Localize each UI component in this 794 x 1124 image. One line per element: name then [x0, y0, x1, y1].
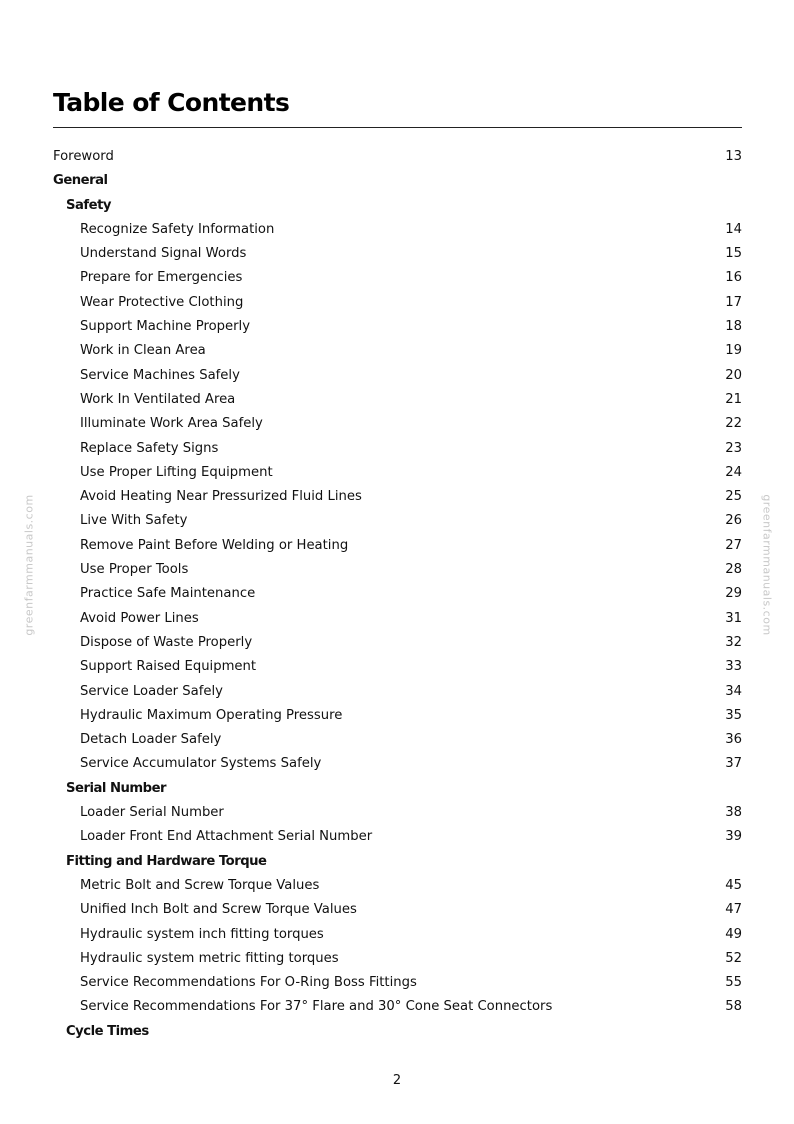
toc-entry[interactable] [53, 218, 742, 242]
toc-entry[interactable] [53, 291, 742, 315]
toc-section-heading [53, 777, 742, 801]
toc-entry-label: Hydraulic system metric fitting torques [80, 950, 339, 966]
toc-entry-page: 14 [725, 221, 742, 237]
toc-section-heading [53, 850, 742, 874]
toc-entry-page: 55 [725, 975, 742, 991]
toc-entry[interactable] [53, 874, 742, 898]
toc-entry-label: Service Machines Safely [80, 367, 240, 383]
toc-entry-label: Loader Front End Attachment Serial Number [80, 829, 373, 845]
toc-entry-page: 17 [725, 294, 742, 310]
toc-entry-label: General [53, 173, 108, 189]
toc-entry-label: Cycle Times [66, 1023, 149, 1039]
toc-entry-label: Metric Bolt and Screw Torque Values [80, 877, 320, 893]
document-page [53, 0, 742, 1124]
toc-entry[interactable] [53, 995, 742, 1019]
toc-entry-page: 25 [725, 489, 742, 505]
toc-entry[interactable] [53, 534, 742, 558]
toc-entry-label: Service Loader Safely [80, 683, 223, 699]
toc-entry-page: 58 [725, 999, 742, 1015]
toc-entry-page: 33 [725, 659, 742, 675]
toc-entry[interactable] [53, 582, 742, 606]
toc-entry[interactable] [53, 242, 742, 266]
toc-entry-label: Use Proper Tools [80, 562, 189, 578]
toc-entry[interactable] [53, 364, 742, 388]
toc-entry[interactable] [53, 509, 742, 533]
toc-entry-page: 32 [725, 634, 742, 650]
toc-entry-page: 39 [725, 829, 742, 845]
toc-entry-label: Remove Paint Before Welding or Heating [80, 537, 349, 553]
toc-entry-label: Serial Number [66, 780, 167, 796]
toc-entry-page: 24 [725, 464, 742, 480]
toc-entry[interactable] [53, 898, 742, 922]
watermark-left: greenfarmmanuals.com [22, 494, 36, 636]
toc-entry[interactable] [53, 607, 742, 631]
toc-entry-label: Fitting and Hardware Torque [66, 853, 267, 869]
toc-entry[interactable] [53, 728, 742, 752]
toc-entry[interactable] [53, 145, 742, 169]
toc-entry-page: 47 [725, 902, 742, 918]
toc-entry-page: 36 [725, 732, 742, 748]
toc-entry-label: Illuminate Work Area Safely [80, 416, 263, 432]
toc-entry[interactable] [53, 437, 742, 461]
toc-entry-page: 49 [725, 926, 742, 942]
toc-entry-page: 34 [725, 683, 742, 699]
toc-entry-label: Service Accumulator Systems Safely [80, 756, 322, 772]
title-divider [53, 127, 742, 128]
toc-entry-page: 19 [725, 343, 742, 359]
watermark-right: greenfarmmanuals.com [760, 494, 774, 636]
toc-entry-label: Dispose of Waste Properly [80, 634, 253, 650]
toc-entry-label: Work in Clean Area [80, 343, 206, 359]
toc-entry-label: Live With Safety [80, 513, 188, 529]
toc-entry[interactable] [53, 339, 742, 363]
toc-entry-label: Recognize Safety Information [80, 221, 275, 237]
toc-entry-page: 35 [725, 707, 742, 723]
toc-entry-label: Service Recommendations For O-Ring Boss Fittings [80, 975, 417, 991]
toc-entry[interactable] [53, 485, 742, 509]
toc-entry-label: Hydraulic system inch fitting torques [80, 926, 324, 942]
toc-entry-page: 16 [725, 270, 742, 286]
toc-entry-label: Prepare for Emergencies [80, 270, 243, 286]
toc-entry[interactable] [53, 704, 742, 728]
toc-entry-label: Safety [66, 197, 111, 213]
toc-entry-page: 15 [725, 246, 742, 262]
toc-entry[interactable] [53, 825, 742, 849]
toc-section-heading [53, 1020, 742, 1044]
toc-entry-label: Support Machine Properly [80, 319, 251, 335]
toc-entry-page: 37 [725, 756, 742, 772]
toc-entry[interactable] [53, 971, 742, 995]
toc-entry-page: 31 [725, 610, 742, 626]
toc-entry[interactable] [53, 461, 742, 485]
toc-entry-label: Service Recommendations For 37° Flare and 30° Cone Seat Connectors [80, 999, 553, 1015]
toc-entry[interactable] [53, 801, 742, 825]
toc-entry-label: Avoid Heating Near Pressurized Fluid Lines [80, 489, 362, 505]
toc-entry[interactable] [53, 558, 742, 582]
toc-entry[interactable] [53, 315, 742, 339]
toc-entry-label: Replace Safety Signs [80, 440, 219, 456]
toc-entry-page: 27 [725, 537, 742, 553]
toc-entry-label: Wear Protective Clothing [80, 294, 244, 310]
toc-entry-label: Unified Inch Bolt and Screw Torque Values [80, 902, 357, 918]
toc-entry-label: Detach Loader Safely [80, 732, 222, 748]
toc-entry-label: Avoid Power Lines [80, 610, 199, 626]
toc-entry-page: 29 [725, 586, 742, 602]
toc-entry[interactable] [53, 655, 742, 679]
toc-entry-page: 22 [725, 416, 742, 432]
toc-entry[interactable] [53, 266, 742, 290]
toc-entry-label: Understand Signal Words [80, 246, 247, 262]
toc-entry-page: 20 [725, 367, 742, 383]
toc-entry[interactable] [53, 680, 742, 704]
toc-entry-page: 18 [725, 319, 742, 335]
table-of-contents [53, 145, 742, 1044]
page-number: 2 [392, 1073, 402, 1088]
toc-entry[interactable] [53, 412, 742, 436]
toc-entry-label: Foreword [53, 149, 114, 164]
toc-entry[interactable] [53, 631, 742, 655]
toc-entry-page: 45 [725, 877, 742, 893]
toc-entry-label: Work In Ventilated Area [80, 391, 236, 407]
toc-entry-page: 38 [725, 805, 742, 821]
page-title: Table of Contents [53, 88, 290, 117]
toc-entry-label: Use Proper Lifting Equipment [80, 464, 273, 480]
toc-entry-label: Support Raised Equipment [80, 659, 257, 675]
toc-entry[interactable] [53, 388, 742, 412]
toc-entry[interactable] [53, 923, 742, 947]
toc-entry[interactable] [53, 947, 742, 971]
toc-entry-page: 21 [725, 391, 742, 407]
toc-entry-page: 52 [725, 950, 742, 966]
toc-entry-page: 26 [725, 513, 742, 529]
toc-section-heading [53, 194, 742, 218]
toc-section-heading [53, 169, 742, 193]
toc-entry-label: Practice Safe Maintenance [80, 586, 256, 602]
toc-entry[interactable] [53, 752, 742, 776]
toc-entry-page: 28 [725, 562, 742, 578]
toc-entry-page: 13 [725, 149, 742, 164]
toc-entry-page: 23 [725, 440, 742, 456]
toc-entry-label: Hydraulic Maximum Operating Pressure [80, 707, 343, 723]
toc-entry-label: Loader Serial Number [80, 805, 224, 821]
